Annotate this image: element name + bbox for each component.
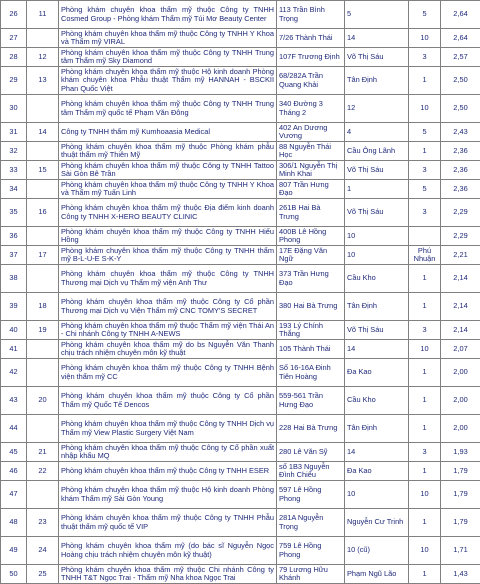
score-cell: 2,00	[441, 415, 480, 443]
address-cell: 380 Hai Bà Trưng	[277, 293, 345, 321]
table-row	[1, 340, 480, 359]
group-number-cell: 21	[27, 443, 59, 462]
group-number-cell	[27, 415, 59, 443]
clinic-name-cell: Phòng khám chuyên khoa thẩm mỹ thuộc Hộ kinh doanh Phòng khám chuyên khoa Phẫu thuật Thẩm mỹ HANNAH - BSCKII Phan Quốc Việt	[59, 67, 277, 95]
count-cell: Phú Nhuận	[409, 246, 441, 265]
row-number-cell: 38	[1, 265, 27, 293]
table-row	[1, 123, 480, 142]
district-cell: 14	[345, 340, 409, 359]
district-cell: 10	[345, 246, 409, 265]
district-cell: 14	[345, 29, 409, 48]
row-number-cell: 42	[1, 359, 27, 387]
score-cell: 2,50	[441, 95, 480, 123]
row-number-cell: 33	[1, 161, 27, 180]
count-cell: 1	[409, 415, 441, 443]
count-cell: 1	[409, 142, 441, 161]
score-cell: 1,79	[441, 462, 480, 481]
table-row	[1, 321, 480, 340]
clinic-name-cell: Phòng khám chuyên khoa thẩm mỹ (do bác sĩ Nguyễn Ngọc Hoàng chịu trách nhiệm chuyên môn kỹ thuật)	[59, 537, 277, 565]
group-number-cell: 19	[27, 321, 59, 340]
group-number-cell: 20	[27, 387, 59, 415]
score-cell: 1,79	[441, 509, 480, 537]
row-number-cell: 34	[1, 180, 27, 199]
row-number-cell: 36	[1, 227, 27, 246]
clinic-name-cell: Phòng khám chuyên khoa thẩm mỹ thuộc Công ty TNHH ESER	[59, 462, 277, 481]
district-cell: 14	[345, 443, 409, 462]
table-row	[1, 565, 480, 584]
table-row	[1, 48, 480, 67]
count-cell: 1	[409, 565, 441, 584]
address-cell: 280 Lê Văn Sỹ	[277, 443, 345, 462]
clinic-name-cell: Phòng khám chuyên khoa thẩm mỹ thuộc Công ty TNHH thẩm mỹ B-L-U-E S-K-Y	[59, 246, 277, 265]
group-number-cell: 25	[27, 565, 59, 584]
clinic-name-cell: Phòng khám chuyên khoa thẩm mỹ thuộc Công ty TNHH Phẫu thuật thẩm mỹ quốc tế VIP	[59, 509, 277, 537]
district-cell: 10	[345, 227, 409, 246]
score-cell: 1,93	[441, 443, 480, 462]
group-number-cell	[27, 29, 59, 48]
district-cell: Đa Kao	[345, 462, 409, 481]
count-cell: 10	[409, 95, 441, 123]
address-cell: 7/26 Thành Thái	[277, 29, 345, 48]
district-cell: Phạm Ngũ Lão	[345, 565, 409, 584]
clinic-name-cell: Phòng khám chuyên khoa thẩm mỹ thuộc Hộ kinh doanh Phòng khám Thẩm mỹ Sài Gòn Young	[59, 481, 277, 509]
score-cell: 2,21	[441, 246, 480, 265]
clinic-name-cell: Phòng khám chuyên khoa thẩm mỹ thuộc Thẩm mỹ viện Thái An - Chi nhánh Công ty TNHH A-NEWS	[59, 321, 277, 340]
address-cell: 79 Lương Hữu Khánh	[277, 565, 345, 584]
count-cell: 1	[409, 387, 441, 415]
district-cell: 4	[345, 123, 409, 142]
score-cell: 2,36	[441, 161, 480, 180]
score-cell: 2,64	[441, 1, 480, 29]
count-cell: 10	[409, 29, 441, 48]
table-row	[1, 293, 480, 321]
address-cell: 68/282A Trần Quang Khải	[277, 67, 345, 95]
row-number-cell: 46	[1, 462, 27, 481]
row-number-cell: 28	[1, 48, 27, 67]
address-cell: 228 Hai Bà Trưng	[277, 415, 345, 443]
group-number-cell: 17	[27, 246, 59, 265]
score-cell: 2,00	[441, 387, 480, 415]
row-number-cell: 26	[1, 1, 27, 29]
address-cell: 113 Trần Bình Trọng	[277, 1, 345, 29]
group-number-cell: 13	[27, 67, 59, 95]
count-cell: 1	[409, 293, 441, 321]
table-row	[1, 227, 480, 246]
row-number-cell: 48	[1, 509, 27, 537]
table-row	[1, 481, 480, 509]
table-row	[1, 462, 480, 481]
district-cell: Tân Định	[345, 415, 409, 443]
group-number-cell	[27, 227, 59, 246]
address-cell: 88 Nguyễn Thái Học	[277, 142, 345, 161]
address-cell: 400B Lê Hồng Phong	[277, 227, 345, 246]
clinic-name-cell: Phòng khám chuyên khoa thẩm mỹ thuộc Công ty TNHH Tattoo Sài Gòn Bê Trần	[59, 161, 277, 180]
district-cell: Tân Định	[345, 293, 409, 321]
clinic-name-cell: Phòng khám chuyên khoa thẩm mỹ thuộc Chi nhánh Công ty TNHH T&T Ngọc Trai - Thẩm mỹ Nha khoa Ngọc Trai	[59, 565, 277, 584]
clinic-name-cell: Phòng khám chuyên khoa thẩm mỹ thuộc Công ty TNHH Trung tâm Thẩm mỹ quốc tế Phạm Văn Đông	[59, 95, 277, 123]
district-cell: Cầu Kho	[345, 387, 409, 415]
count-cell: 3	[409, 321, 441, 340]
table-row	[1, 443, 480, 462]
table-row	[1, 246, 480, 265]
score-cell: 2,64	[441, 29, 480, 48]
count-cell: 1	[409, 265, 441, 293]
district-cell: Võ Thị Sáu	[345, 321, 409, 340]
address-cell: 597 Lê Hồng Phong	[277, 481, 345, 509]
row-number-cell: 31	[1, 123, 27, 142]
score-cell: 2,43	[441, 123, 480, 142]
clinic-name-cell: Phòng khám chuyên khoa thẩm mỹ thuộc Công ty TNHH Y Khoa và Thẩm mỹ VIRAL	[59, 29, 277, 48]
score-cell: 1,79	[441, 481, 480, 509]
group-number-cell: 23	[27, 509, 59, 537]
clinic-name-cell: Phòng khám chuyên khoa thẩm mỹ thuộc Phòng khám phẫu thuật thẩm mỹ Thiên Mỹ	[59, 142, 277, 161]
score-cell: 2,29	[441, 199, 480, 227]
district-cell: 5	[345, 1, 409, 29]
table-row	[1, 509, 480, 537]
clinic-name-cell: Phòng khám chuyên khoa thẩm mỹ thuộc Địa điểm kinh doanh Công ty TNHH X-HERO BEAUTY CLINIC	[59, 199, 277, 227]
district-cell: Võ Thị Sáu	[345, 161, 409, 180]
score-cell: 2,07	[441, 340, 480, 359]
clinic-name-cell: Phòng khám chuyên khoa thẩm mỹ do bs Nguyễn Văn Thanh chịu trách nhiệm chuyên môn kỹ thuật	[59, 340, 277, 359]
district-cell: 1	[345, 180, 409, 199]
group-number-cell	[27, 340, 59, 359]
row-number-cell: 50	[1, 565, 27, 584]
count-cell: 5	[409, 123, 441, 142]
row-number-cell: 47	[1, 481, 27, 509]
table-row	[1, 359, 480, 387]
row-number-cell: 30	[1, 95, 27, 123]
table-row	[1, 265, 480, 293]
address-cell: 261B Hai Bà Trưng	[277, 199, 345, 227]
district-cell: Cầu Kho	[345, 265, 409, 293]
row-number-cell: 41	[1, 340, 27, 359]
address-cell: 193 Lý Chính Thắng	[277, 321, 345, 340]
group-number-cell: 12	[27, 48, 59, 67]
clinic-name-cell: Phòng khám chuyên khoa thẩm mỹ thuộc Công ty TNHH Cosmed Group - Phòng khám Thẩm mỹ Túi Mơ Beauty Center	[59, 1, 277, 29]
count-cell: 1	[409, 359, 441, 387]
group-number-cell	[27, 359, 59, 387]
clinic-name-cell: Phòng khám chuyên khoa thẩm mỹ thuộc Công ty TNHH Hiếu Hồng	[59, 227, 277, 246]
clinic-name-cell: Phòng khám chuyên khoa thẩm mỹ thuộc Công ty TNHH Dịch vụ Thẩm mỹ View Plastic Surgery Việt Nam	[59, 415, 277, 443]
score-cell: 2,29	[441, 227, 480, 246]
address-cell: 306/1 Nguyễn Thị Minh Khai	[277, 161, 345, 180]
row-number-cell: 32	[1, 142, 27, 161]
table-row	[1, 387, 480, 415]
address-cell: 373 Trần Hưng Đạo	[277, 265, 345, 293]
district-cell: 10 (cũ)	[345, 537, 409, 565]
count-cell: 10	[409, 340, 441, 359]
row-number-cell: 29	[1, 67, 27, 95]
score-cell: 1,71	[441, 537, 480, 565]
score-cell: 2,57	[441, 48, 480, 67]
address-cell: 807 Trần Hưng Đạo	[277, 180, 345, 199]
count-cell: 1	[409, 67, 441, 95]
address-cell: 340 Đường 3 Tháng 2	[277, 95, 345, 123]
row-number-cell: 27	[1, 29, 27, 48]
score-cell: 2,14	[441, 293, 480, 321]
table-row	[1, 180, 480, 199]
district-cell: Nguyễn Cư Trinh	[345, 509, 409, 537]
table-row	[1, 142, 480, 161]
group-number-cell	[27, 142, 59, 161]
row-number-cell: 43	[1, 387, 27, 415]
count-cell: 5	[409, 1, 441, 29]
table-row	[1, 199, 480, 227]
count-cell	[409, 227, 441, 246]
score-cell: 2,14	[441, 321, 480, 340]
count-cell: 3	[409, 161, 441, 180]
table-row	[1, 67, 480, 95]
clinic-name-cell: Phòng khám chuyên khoa thẩm mỹ thuộc Công ty TNHH Bệnh viện thẩm mỹ CC	[59, 359, 277, 387]
row-number-cell: 40	[1, 321, 27, 340]
group-number-cell	[27, 481, 59, 509]
score-cell: 2,00	[441, 359, 480, 387]
clinic-name-cell: Công ty TNHH thẩm mỹ Kumhoaasia Medical	[59, 123, 277, 142]
address-cell: 107F Trương Định	[277, 48, 345, 67]
table-row	[1, 95, 480, 123]
row-number-cell: 35	[1, 199, 27, 227]
score-cell: 2,14	[441, 265, 480, 293]
clinic-name-cell: Phòng khám chuyên khoa thẩm mỹ thuộc Công ty TNHH Y Khoa và Thẩm mỹ Tuấn Linh	[59, 180, 277, 199]
row-number-cell: 44	[1, 415, 27, 443]
address-cell: 559-561 Trần Hưng Đạo	[277, 387, 345, 415]
group-number-cell	[27, 265, 59, 293]
address-cell: 105 Thành Thái	[277, 340, 345, 359]
address-cell: 281A Nguyễn Trọng	[277, 509, 345, 537]
group-number-cell	[27, 180, 59, 199]
group-number-cell: 22	[27, 462, 59, 481]
table-body	[1, 1, 480, 584]
row-number-cell: 37	[1, 246, 27, 265]
district-cell: 12	[345, 95, 409, 123]
count-cell: 3	[409, 443, 441, 462]
count-cell: 1	[409, 462, 441, 481]
clinic-name-cell: Phòng khám chuyên khoa thẩm mỹ thuộc Công ty Cổ phần Thương mại Dịch vụ Viện Thẩm mỹ CNC TOMY'S SECRET	[59, 293, 277, 321]
address-cell: số 1B3 Nguyễn Đình Chiểu	[277, 462, 345, 481]
address-cell: Số 16-16A Đinh Tiên Hoàng	[277, 359, 345, 387]
address-cell: 17E Đặng Văn Ngữ	[277, 246, 345, 265]
count-cell: 5	[409, 180, 441, 199]
clinic-name-cell: Phòng khám chuyên khoa thẩm mỹ thuộc Công ty TNHH Thương mại Dịch vụ Thẩm mỹ viện Anh Thư	[59, 265, 277, 293]
district-cell: 10	[345, 481, 409, 509]
score-cell: 1,43	[441, 565, 480, 584]
clinic-name-cell: Phòng khám chuyên khoa thẩm mỹ thuộc Công ty Cổ phần Thẩm mỹ Quốc Tế Dencos	[59, 387, 277, 415]
district-cell: Võ Thị Sáu	[345, 199, 409, 227]
district-cell: Đa Kao	[345, 359, 409, 387]
count-cell: 1	[409, 509, 441, 537]
address-cell: 759 Lê Hồng Phong	[277, 537, 345, 565]
group-number-cell: 11	[27, 1, 59, 29]
row-number-cell: 39	[1, 293, 27, 321]
row-number-cell: 49	[1, 537, 27, 565]
count-cell: 3	[409, 48, 441, 67]
district-cell: Võ Thị Sáu	[345, 48, 409, 67]
table-row	[1, 29, 480, 48]
table-row	[1, 537, 480, 565]
address-cell: 402 An Dương Vương	[277, 123, 345, 142]
district-cell: Cầu Ông Lãnh	[345, 142, 409, 161]
group-number-cell: 18	[27, 293, 59, 321]
count-cell: 3	[409, 199, 441, 227]
score-cell: 2,36	[441, 180, 480, 199]
district-cell: Tân Định	[345, 67, 409, 95]
group-number-cell: 14	[27, 123, 59, 142]
table-row	[1, 161, 480, 180]
group-number-cell	[27, 95, 59, 123]
score-cell: 2,36	[441, 142, 480, 161]
clinic-name-cell: Phòng khám chuyên khoa thẩm mỹ thuộc Công ty Cổ phần xuất nhập khẩu MQ	[59, 443, 277, 462]
row-number-cell: 45	[1, 443, 27, 462]
group-number-cell: 24	[27, 537, 59, 565]
count-cell: 10	[409, 481, 441, 509]
clinic-name-cell: Phòng khám chuyên khoa thẩm mỹ thuộc Công ty TNHH Trung tâm Thẩm mỹ Sky Diamond	[59, 48, 277, 67]
table-row	[1, 1, 480, 29]
count-cell: 10	[409, 537, 441, 565]
score-cell: 2,50	[441, 67, 480, 95]
table-row	[1, 415, 480, 443]
group-number-cell: 16	[27, 199, 59, 227]
group-number-cell: 15	[27, 161, 59, 180]
